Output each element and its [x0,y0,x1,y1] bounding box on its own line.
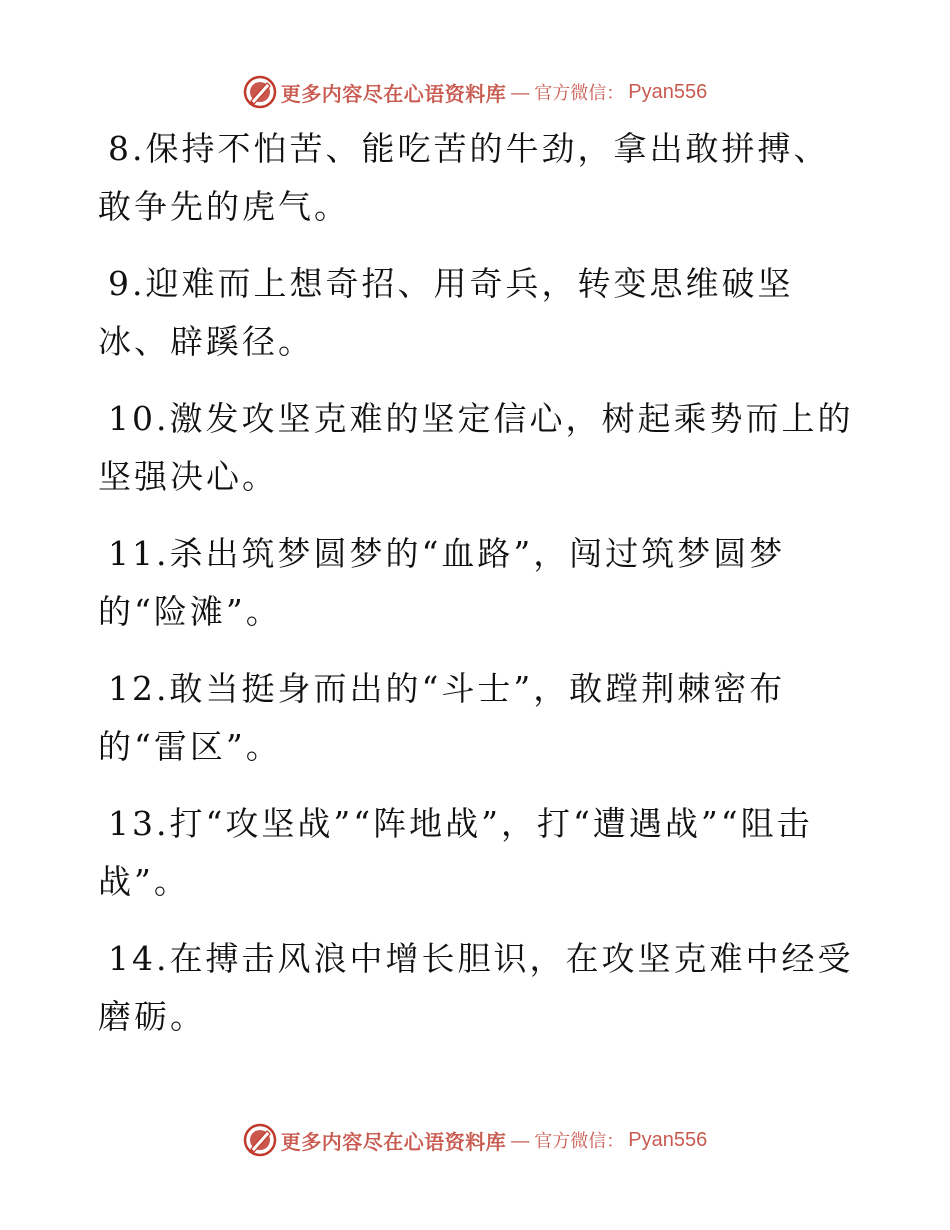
footer-banner [0,1120,950,1160]
list-item: 14.在搏击风浪中增长胆识，在攻坚克难中经受磨砺。 [98,939,854,1036]
list-item: 12.敢当挺身而出的“斗士”，敢蹚荆棘密布的“雷区”。 [98,669,786,766]
pen-logo-icon [243,75,277,109]
header-promo-text: 更多内容尽在心语资料库 [280,81,507,106]
document-body [98,120,858,1065]
footer-dash: — [510,1128,531,1152]
header-banner [0,72,950,112]
list-item: 11.杀出筑梦圆梦的“血路”，闯过筑梦圆梦的“险滩”。 [98,534,786,631]
list-item: 8.保持不怕苦、能吃苦的牛劲，拿出敢拼搏、敢争先的虎气。 [98,129,830,226]
header-wechat-label: 官方微信： [534,83,625,104]
header-wechat-id: Pyan556 [628,80,708,103]
pen-logo-icon [243,1123,277,1157]
list-item: 13.打“攻坚战”“阵地战”，打“遭遇战”“阻击战”。 [98,804,813,901]
list-item: 10.激发攻坚克难的坚定信心，树起乘势而上的坚强决心。 [98,399,854,496]
list-item: 9.迎难而上想奇招、用奇兵，转变思维破坚冰、辟蹊径。 [98,264,794,361]
footer-wechat-id: Pyan556 [628,1128,708,1151]
header-dash: — [510,80,531,104]
footer-wechat-label: 官方微信： [534,1131,625,1152]
footer-promo-text: 更多内容尽在心语资料库 [280,1129,507,1154]
